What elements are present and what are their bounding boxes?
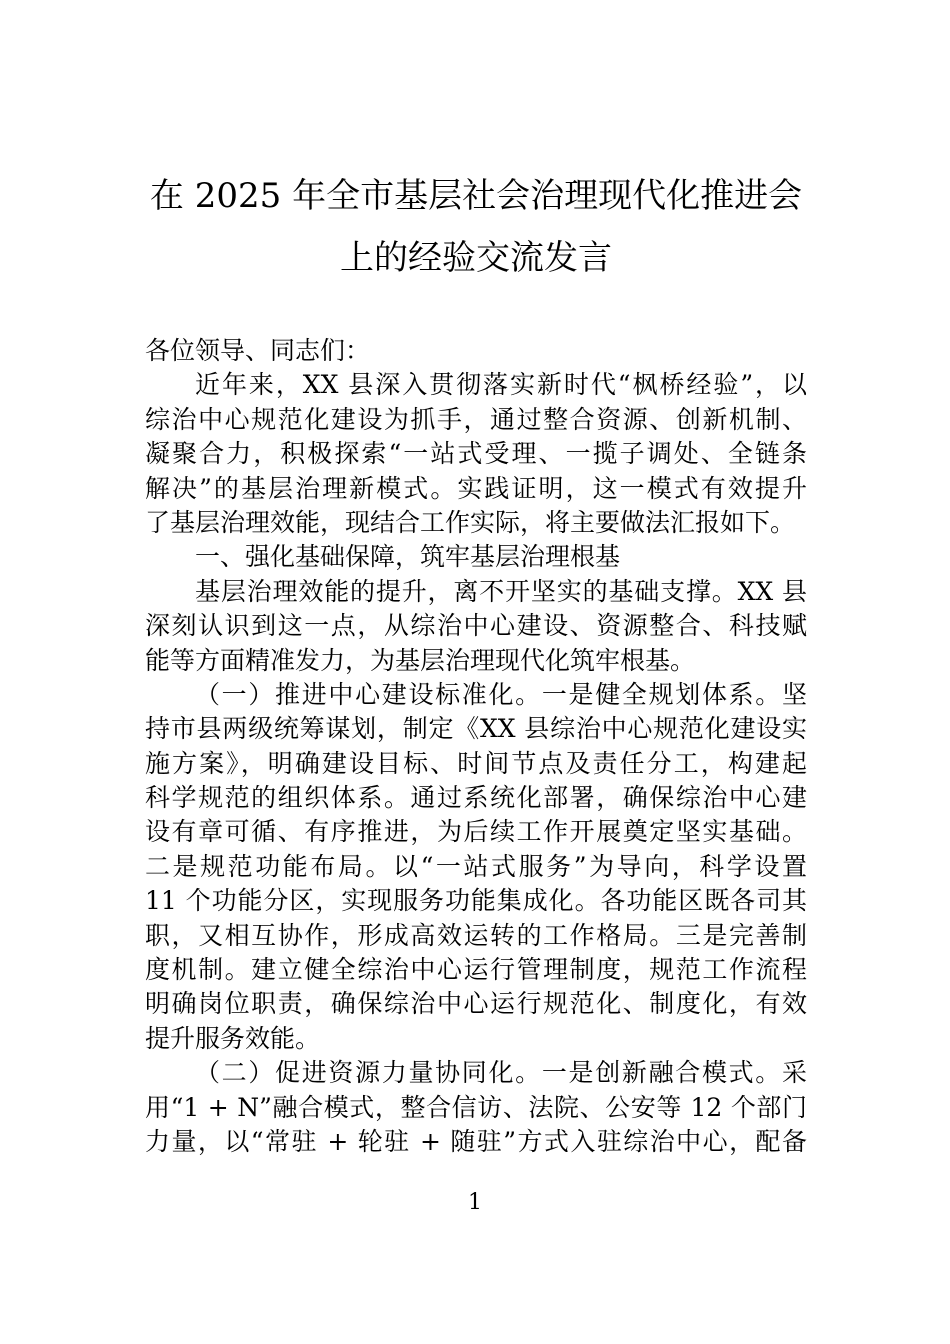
paragraph-line: 解决”的基层治理新模式。实践证明，这一模式有效提升 [145, 473, 807, 503]
page-number: 1 [468, 1190, 482, 1215]
document-title [145, 165, 807, 289]
paragraph-line: 明确岗位职责，确保综治中心运行规范化、制度化，有效 [145, 989, 807, 1019]
paragraph-line: 力量，以“常驻 + 轮驻 + 随驻”方式入驻综治中心，配备 [145, 1126, 807, 1156]
paragraph-line: 基层治理效能的提升，离不开坚实的基础支撑。XX 县 [195, 576, 807, 606]
paragraph-line: 科学规范的组织体系。通过系统化部署，确保综治中心建 [145, 783, 807, 813]
title-line-1: 在 2025 年全市基层社会治理现代化推进会 [149, 176, 803, 216]
paragraph-line: 凝聚合力，积极探索“一站式受理、一揽子调处、全链条 [145, 439, 807, 469]
paragraph-line: 二是规范功能布局。以“一站式服务”为导向，科学设置 [145, 851, 807, 881]
paragraph-line: 能等方面精准发力，为基层治理现代化筑牢根基。 [145, 645, 696, 675]
document-body [145, 334, 807, 1159]
paragraph-line: 深刻认识到这一点，从综治中心建设、资源整合、科技赋 [145, 611, 807, 641]
paragraph-line: 持市县两级统筹谋划，制定《XX 县综治中心规范化建设实 [145, 714, 807, 744]
paragraph-line: 综治中心规范化建设为抓手，通过整合资源、创新机制、 [145, 404, 807, 434]
paragraph-line: 设有章可循、有序推进，为后续工作开展奠定坚实基础。 [145, 817, 807, 847]
paragraph-line: （二）促进资源力量协同化。一是创新融合模式。采 [195, 1058, 807, 1088]
paragraph-line: 提升服务效能。 [145, 1023, 321, 1053]
section-heading: 一、强化基础保障，筑牢基层治理根基 [195, 542, 621, 572]
paragraph-line: （一）推进中心建设标准化。一是健全规划体系。坚 [195, 679, 807, 709]
paragraph-line: 11 个功能分区，实现服务功能集成化。各功能区既各司其 [145, 886, 807, 916]
paragraph-line: 度机制。建立健全综治中心运行管理制度，规范工作流程 [145, 955, 807, 985]
paragraph-line: 了基层治理效能，现结合工作实际，将主要做法汇报如下。 [145, 507, 796, 537]
paragraph-line: 用“1 + N”融合模式，整合信访、法院、公安等 12 个部门 [145, 1092, 807, 1122]
paragraph-line: 职，又相互协作，形成高效运转的工作格局。三是完善制 [145, 920, 807, 950]
title-line-2: 上的经验交流发言 [340, 238, 612, 278]
salutation: 各位领导、同志们： [145, 336, 371, 365]
paragraph-line: 近年来，XX 县深入贯彻落实新时代“枫桥经验”，以 [195, 370, 807, 400]
paragraph-line: 施方案》，明确建设目标、时间节点及责任分工，构建起 [145, 748, 807, 778]
